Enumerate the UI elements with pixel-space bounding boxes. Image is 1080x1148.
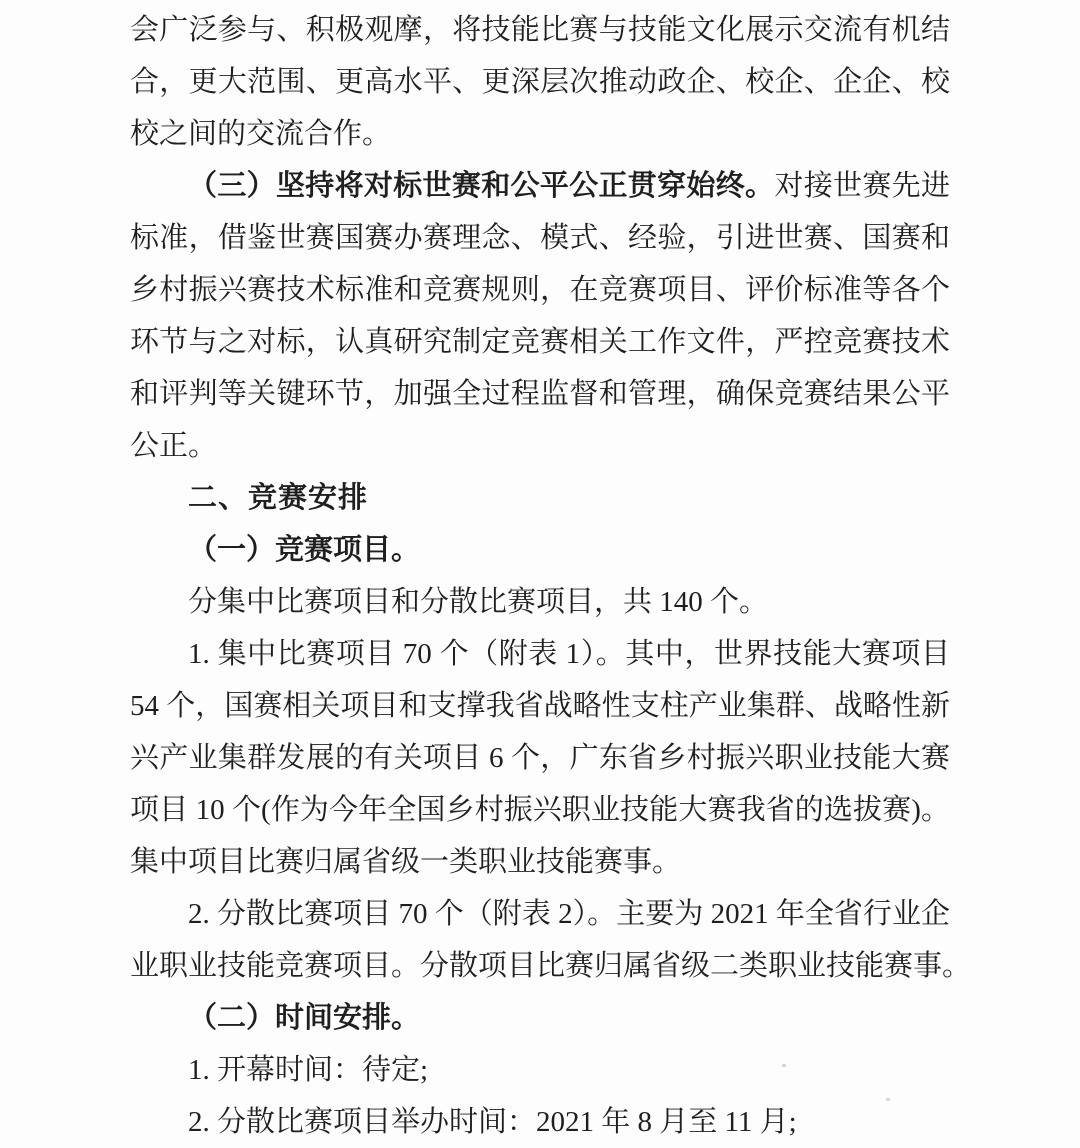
heading-time-schedule: （二）时间安排。: [188, 1002, 421, 1034]
text-column: [130, 4, 972, 1148]
text-line: 公正。: [130, 430, 218, 462]
text-line: 业职业技能竞赛项目。分散项目比赛归属省级二类职业技能赛事。: [130, 950, 972, 982]
heading-item-3-line: [130, 160, 950, 212]
text-run: 对接世赛先进: [774, 170, 950, 202]
text-line: 校之间的交流合作。: [130, 118, 392, 150]
text-line: 兴产业集群发展的有关项目 6 个，广东省乡村振兴职业技能大赛: [130, 742, 950, 774]
text-line: 环节与之对标，认真研究制定竞赛相关工作文件，严控竞赛技术: [130, 326, 950, 358]
text-line: 合，更大范围、更高水平、更深层次推动政企、校企、企企、校: [130, 66, 950, 98]
text-line: 54 个，国赛相关项目和支撑我省战略性支柱产业集群、战略性新: [130, 690, 950, 722]
heading-competition-items: （一）竞赛项目。: [188, 534, 421, 566]
text-line: 会广泛参与、积极观摩，将技能比赛与技能文化展示交流有机结: [130, 14, 950, 46]
heading-section-2: 二、竞赛安排: [188, 482, 369, 514]
scan-speck: [886, 1098, 890, 1101]
text-line: 集中项目比赛归属省级一类职业技能赛事。: [130, 846, 682, 878]
scan-speck: [782, 1064, 786, 1067]
text-line: 和评判等关键环节，加强全过程监督和管理，确保竞赛结果公平: [130, 378, 950, 410]
text-line: 2. 分散比赛项目 70 个（附表 2）。主要为 2021 年全省行业企: [188, 898, 950, 930]
text-line: 标准，借鉴世赛国赛办赛理念、模式、经验，引进世赛、国赛和: [130, 222, 950, 254]
heading-item-3-bold: （三）坚持将对标世赛和公平公正贯穿始终。: [188, 170, 775, 202]
text-line: 项目 10 个(作为今年全国乡村振兴职业技能大赛我省的选拔赛)。: [130, 794, 950, 826]
text-line: 1. 集中比赛项目 70 个（附表 1）。其中，世界技能大赛项目: [188, 638, 950, 670]
text-line-dispersed-time: 2. 分散比赛项目举办时间：2021 年 8 月至 11 月;: [188, 1106, 797, 1138]
text-line: 分集中比赛项目和分散比赛项目，共 140 个。: [188, 586, 769, 618]
text-line-opening-time: 1. 开幕时间：待定;: [188, 1054, 429, 1086]
text-line: 乡村振兴赛技术标准和竞赛规则，在竞赛项目、评价标准等各个: [130, 274, 950, 306]
